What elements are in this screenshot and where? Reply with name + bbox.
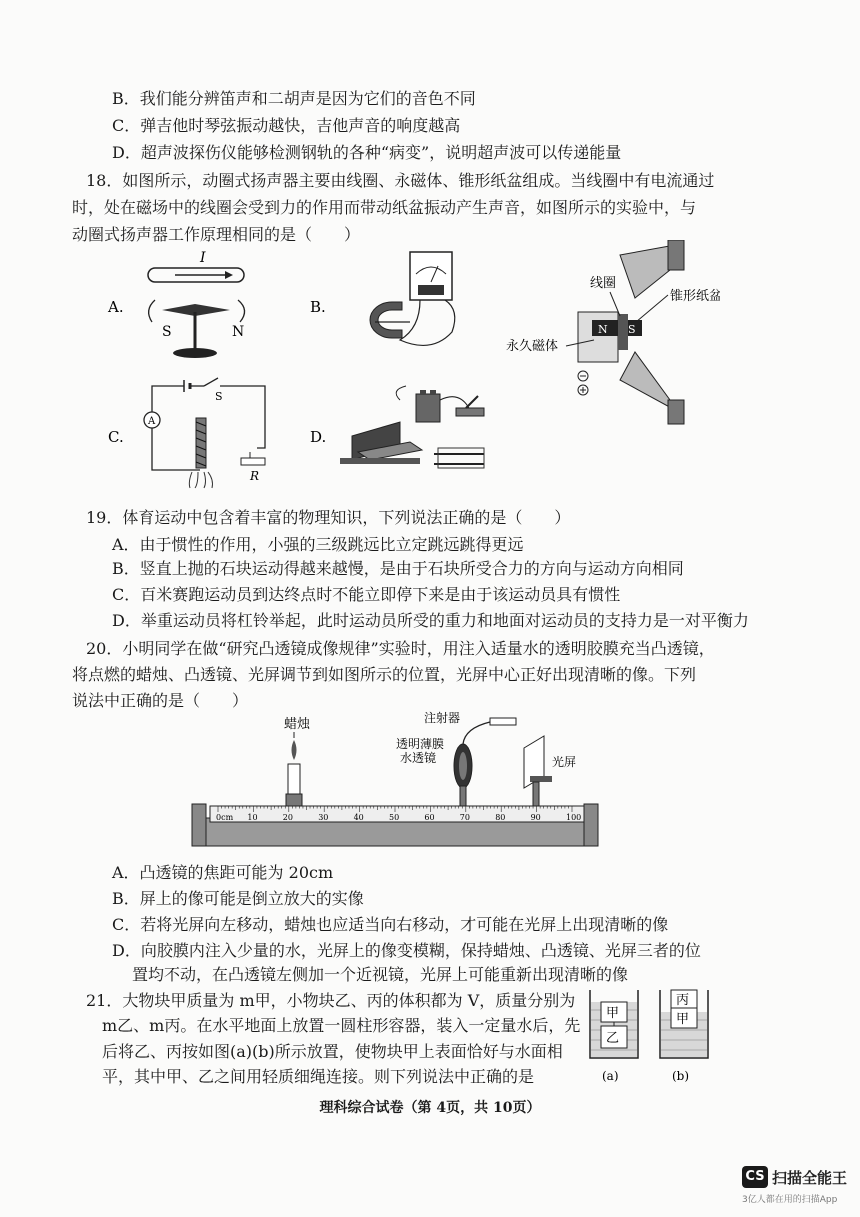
candle [284, 716, 311, 806]
q18-option-d-label: D. [310, 428, 327, 446]
electromagnet-circuit-diagram [144, 378, 265, 488]
permanent-magnet-label: 永久磁体 [506, 339, 559, 354]
q21-stem-line3: 后将乙、丙按如图(a)(b)所示放置，使物块甲上表面恰好与水面相 [102, 1042, 563, 1061]
switch-label: S [215, 390, 223, 403]
ruler-tick-label: 30 [318, 813, 329, 822]
scanner-app-name: 扫描全能王 [772, 1169, 848, 1187]
block-jia-a: 甲 [606, 1006, 620, 1021]
q17-option-b: B．我们能分辨笛声和二胡声是因为它们的音色不同 [112, 89, 476, 108]
q18-option-a-label: A. [108, 298, 124, 316]
block-jia-b: 甲 [676, 1012, 690, 1027]
q21-figure-svg [588, 986, 718, 1088]
compass-n-label: N [232, 324, 245, 340]
q18-stem-line3: 动圈式扬声器工作原理相同的是（ ） [72, 225, 361, 244]
ruler-tick-label: 80 [495, 813, 506, 822]
q20-option-a: A．凸透镜的焦距可能为 20cm [112, 863, 334, 882]
q21-stem-line4: 平，其中甲、乙之间用轻质细绳连接。则下列说法中正确的是 [102, 1067, 535, 1086]
q17-option-d: D．超声波探伤仪能够检测钢轨的各种“病变”，说明超声波可以传递能量 [112, 143, 622, 162]
ruler-tick-label: 90 [530, 813, 541, 822]
ruler-tick-label: 60 [424, 813, 435, 822]
optical-bench-svg [190, 708, 610, 856]
water-lens [396, 711, 516, 806]
candle-label: 蜡烛 [284, 717, 311, 732]
block-bing: 丙 [676, 993, 690, 1008]
q19-option-d: D．举重运动员将杠铃举起，此时运动员所受的重力和地面对运动员的支持力是一对平衡力 [112, 611, 749, 630]
coil-label: 线圈 [590, 276, 617, 291]
ruler-tick-label: 40 [353, 813, 364, 822]
block-yi: 乙 [606, 1031, 620, 1046]
q20-option-c: C．若将光屏向左移动，蜡烛也应适当向右移动，才可能在光屏上出现清晰的像 [112, 915, 669, 934]
current-label: I [200, 250, 206, 266]
ammeter-label: A [148, 416, 156, 427]
q18-figure-svg [100, 240, 720, 510]
ruler-tick-label: 70 [459, 813, 470, 822]
ruler-tick-label: 50 [389, 813, 400, 822]
q18-stem-line1: 18．如图所示，动圈式扬声器主要由线圈、永磁体、锥形纸盆组成。当线圈中有电流通过 [86, 171, 715, 190]
q18-option-c-label: C. [108, 428, 124, 446]
camscanner-logo-icon: CS [742, 1166, 768, 1188]
scanner-watermark [742, 1166, 848, 1210]
light-screen [524, 736, 576, 806]
container-b [660, 990, 708, 1083]
q20-stem-line3: 说法中正确的是（ ） [72, 691, 249, 710]
screen-label: 光屏 [552, 755, 577, 769]
motor-rails-diagram [340, 386, 484, 468]
q19-option-b: B．竖直上抛的石块运动得越来越慢，是由于石块所受合力的方向与运动方向相同 [112, 559, 684, 578]
q20-option-d-line1: D．向胶膜内注入少量的水，光屏上的像变模糊，保持蜡烛、凸透镜、光屏三者的位 [112, 941, 701, 960]
loudspeaker-diagram [506, 240, 720, 424]
ruler-tick-label: 20 [282, 813, 293, 822]
water-lens-label: 水透镜 [400, 751, 437, 765]
q20-stem-line1: 20．小明同学在做“研究凸透镜成像规律”实验时，用注入适量水的透明胶膜充当凸透镜， [86, 639, 715, 658]
magnet-n-label: N [598, 323, 608, 336]
compass-s-label: S [162, 324, 172, 340]
q20-option-d-line2: 置均不动，在凸透镜左侧加一个近视镜，光屏上可能重新出现清晰的像 [132, 965, 629, 984]
scanner-slogan: 3亿人都在用的扫描App [742, 1195, 838, 1205]
q18-option-b-label: B. [310, 298, 326, 316]
container-a [590, 990, 638, 1083]
q19-option-a: A．由于惯性的作用，小强的三级跳远比立定跳远跳得更远 [112, 535, 524, 554]
q20-optical-bench-figure [190, 708, 610, 856]
q19-option-c: C．百米赛跑运动员到达终点时不能立即停下来是由于该运动员具有惯性 [112, 585, 621, 604]
q17-option-c: C．弹吉他时琴弦振动越快，吉他声音的响度越高 [112, 116, 461, 135]
cone-label: 锥形纸盆 [670, 289, 720, 304]
q18-stem-line2: 时，处在磁场中的线圈会受到力的作用而带动纸盆振动产生声音，如图所示的实验中，与 [72, 198, 697, 217]
film-label: 透明薄膜 [396, 737, 445, 751]
wire-compass-diagram [148, 250, 245, 358]
q18-figure [100, 240, 720, 510]
magnet-s-label: S [628, 323, 636, 336]
page-footer: 理科综合试卷（第 4页，共 10页） [319, 1100, 541, 1116]
ruler-tick-label: 0cm [216, 813, 234, 822]
ruler-tick-label: 100 [566, 813, 582, 822]
rheostat-label: R [250, 469, 260, 483]
q20-option-b: B．屏上的像可能是倒立放大的实像 [112, 889, 364, 908]
q20-stem-line2: 将点燃的蜡烛、凸透镜、光屏调节到如图所示的位置，光屏中心正好出现清晰的像。下列 [72, 665, 697, 684]
label-b: (b) [672, 1069, 690, 1083]
label-a: (a) [602, 1069, 619, 1083]
q21-stem-line1: 21．大物块甲质量为 m甲，小物块乙、丙的体积都为 V，质量分别为 [86, 991, 576, 1010]
magnet-galvanometer-diagram [370, 252, 455, 345]
q21-figure [588, 986, 718, 1088]
ruler-tick-label: 10 [247, 813, 258, 822]
q19-stem: 19．体育运动中包含着丰富的物理知识，下列说法正确的是（ ） [86, 508, 571, 527]
q21-stem-line2: m乙、m丙。在水平地面上放置一圆柱形容器，装入一定量水后，先 [102, 1016, 581, 1035]
syringe-label: 注射器 [424, 711, 461, 725]
